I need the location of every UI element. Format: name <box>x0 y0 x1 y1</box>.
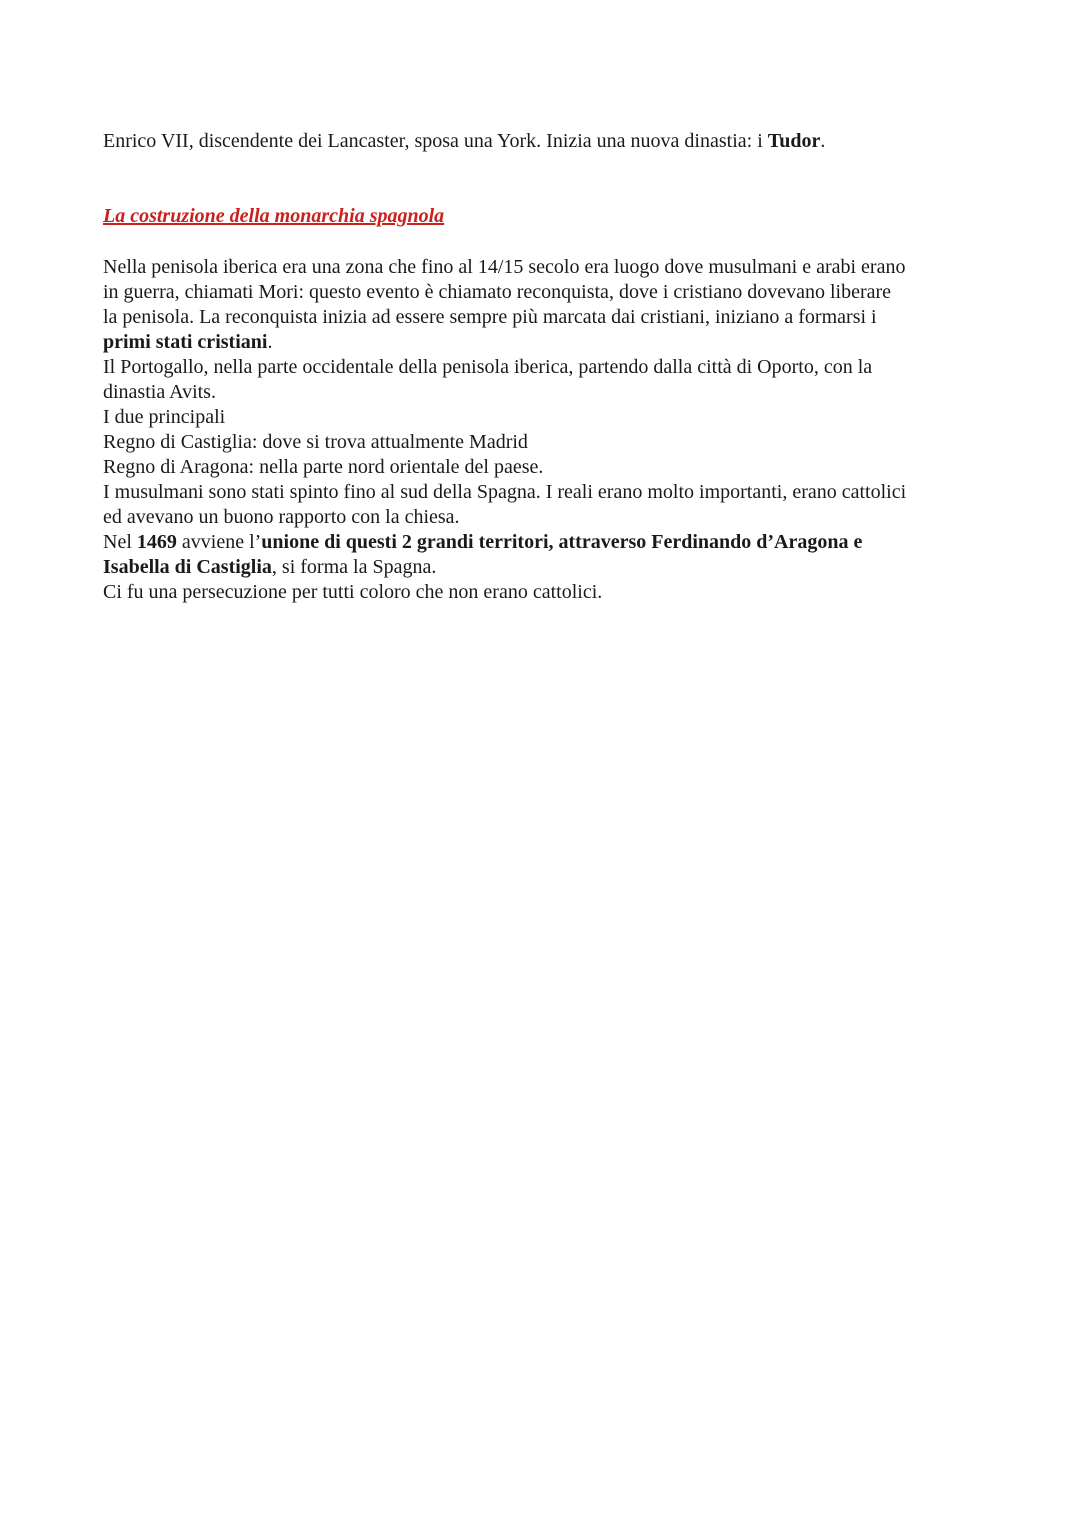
intro-text: Enrico VII, discendente dei Lancaster, sposa una York. Inizia una nuova dinastia: i <box>103 130 768 152</box>
intro-paragraph <box>103 129 983 154</box>
body-line <box>103 330 983 355</box>
section-body <box>103 255 983 605</box>
body-line: in guerra, chiamati Mori: questo evento è chiamato reconquista, dove i cristiano dovevano liberare <box>103 281 892 303</box>
bold-isabella: Isabella di Castiglia <box>103 556 272 578</box>
intro-end: . <box>820 130 826 152</box>
body-line <box>103 530 983 555</box>
bold-year: 1469 <box>136 531 177 553</box>
bold-unione: unione di questi 2 grandi territori, attraverso Ferdinando d’Aragona e <box>261 531 863 553</box>
body-line <box>103 555 983 580</box>
body-line: la penisola. La reconquista inizia ad essere sempre più marcata dai cristiani, iniziano a formarsi i <box>103 306 877 328</box>
body-line: Il Portogallo, nella parte occidentale della penisola iberica, partendo dalla città di Oporto, con la <box>103 356 873 378</box>
bold-primi-stati: primi stati cristiani <box>103 331 268 353</box>
body-line: Regno di Castiglia: dove si trova attualmente Madrid <box>103 431 528 453</box>
body-line: ed avevano un buono rapporto con la chiesa. <box>103 506 460 528</box>
body-line: Nella penisola iberica era una zona che fino al 14/15 secolo era luogo dove musulmani e arabi erano <box>103 256 906 278</box>
body-text: Nel <box>103 531 137 553</box>
body-line: I musulmani sono stati spinto fino al sud della Spagna. I reali erano molto importanti, erano cattolici <box>103 481 907 503</box>
body-text: avviene l’ <box>176 531 262 553</box>
intro-bold-tudor: Tudor <box>767 130 821 152</box>
section-heading: La costruzione della monarchia spagnola <box>103 205 445 227</box>
body-text: . <box>267 331 273 353</box>
body-line: Ci fu una persecuzione per tutti coloro che non erano cattolici. <box>103 581 603 603</box>
body-line: dinastia Avits. <box>103 381 216 403</box>
body-line: I due principali <box>103 406 226 428</box>
body-text: , si forma la Spagna. <box>271 556 437 578</box>
body-line: Regno di Aragona: nella parte nord orientale del paese. <box>103 456 544 478</box>
